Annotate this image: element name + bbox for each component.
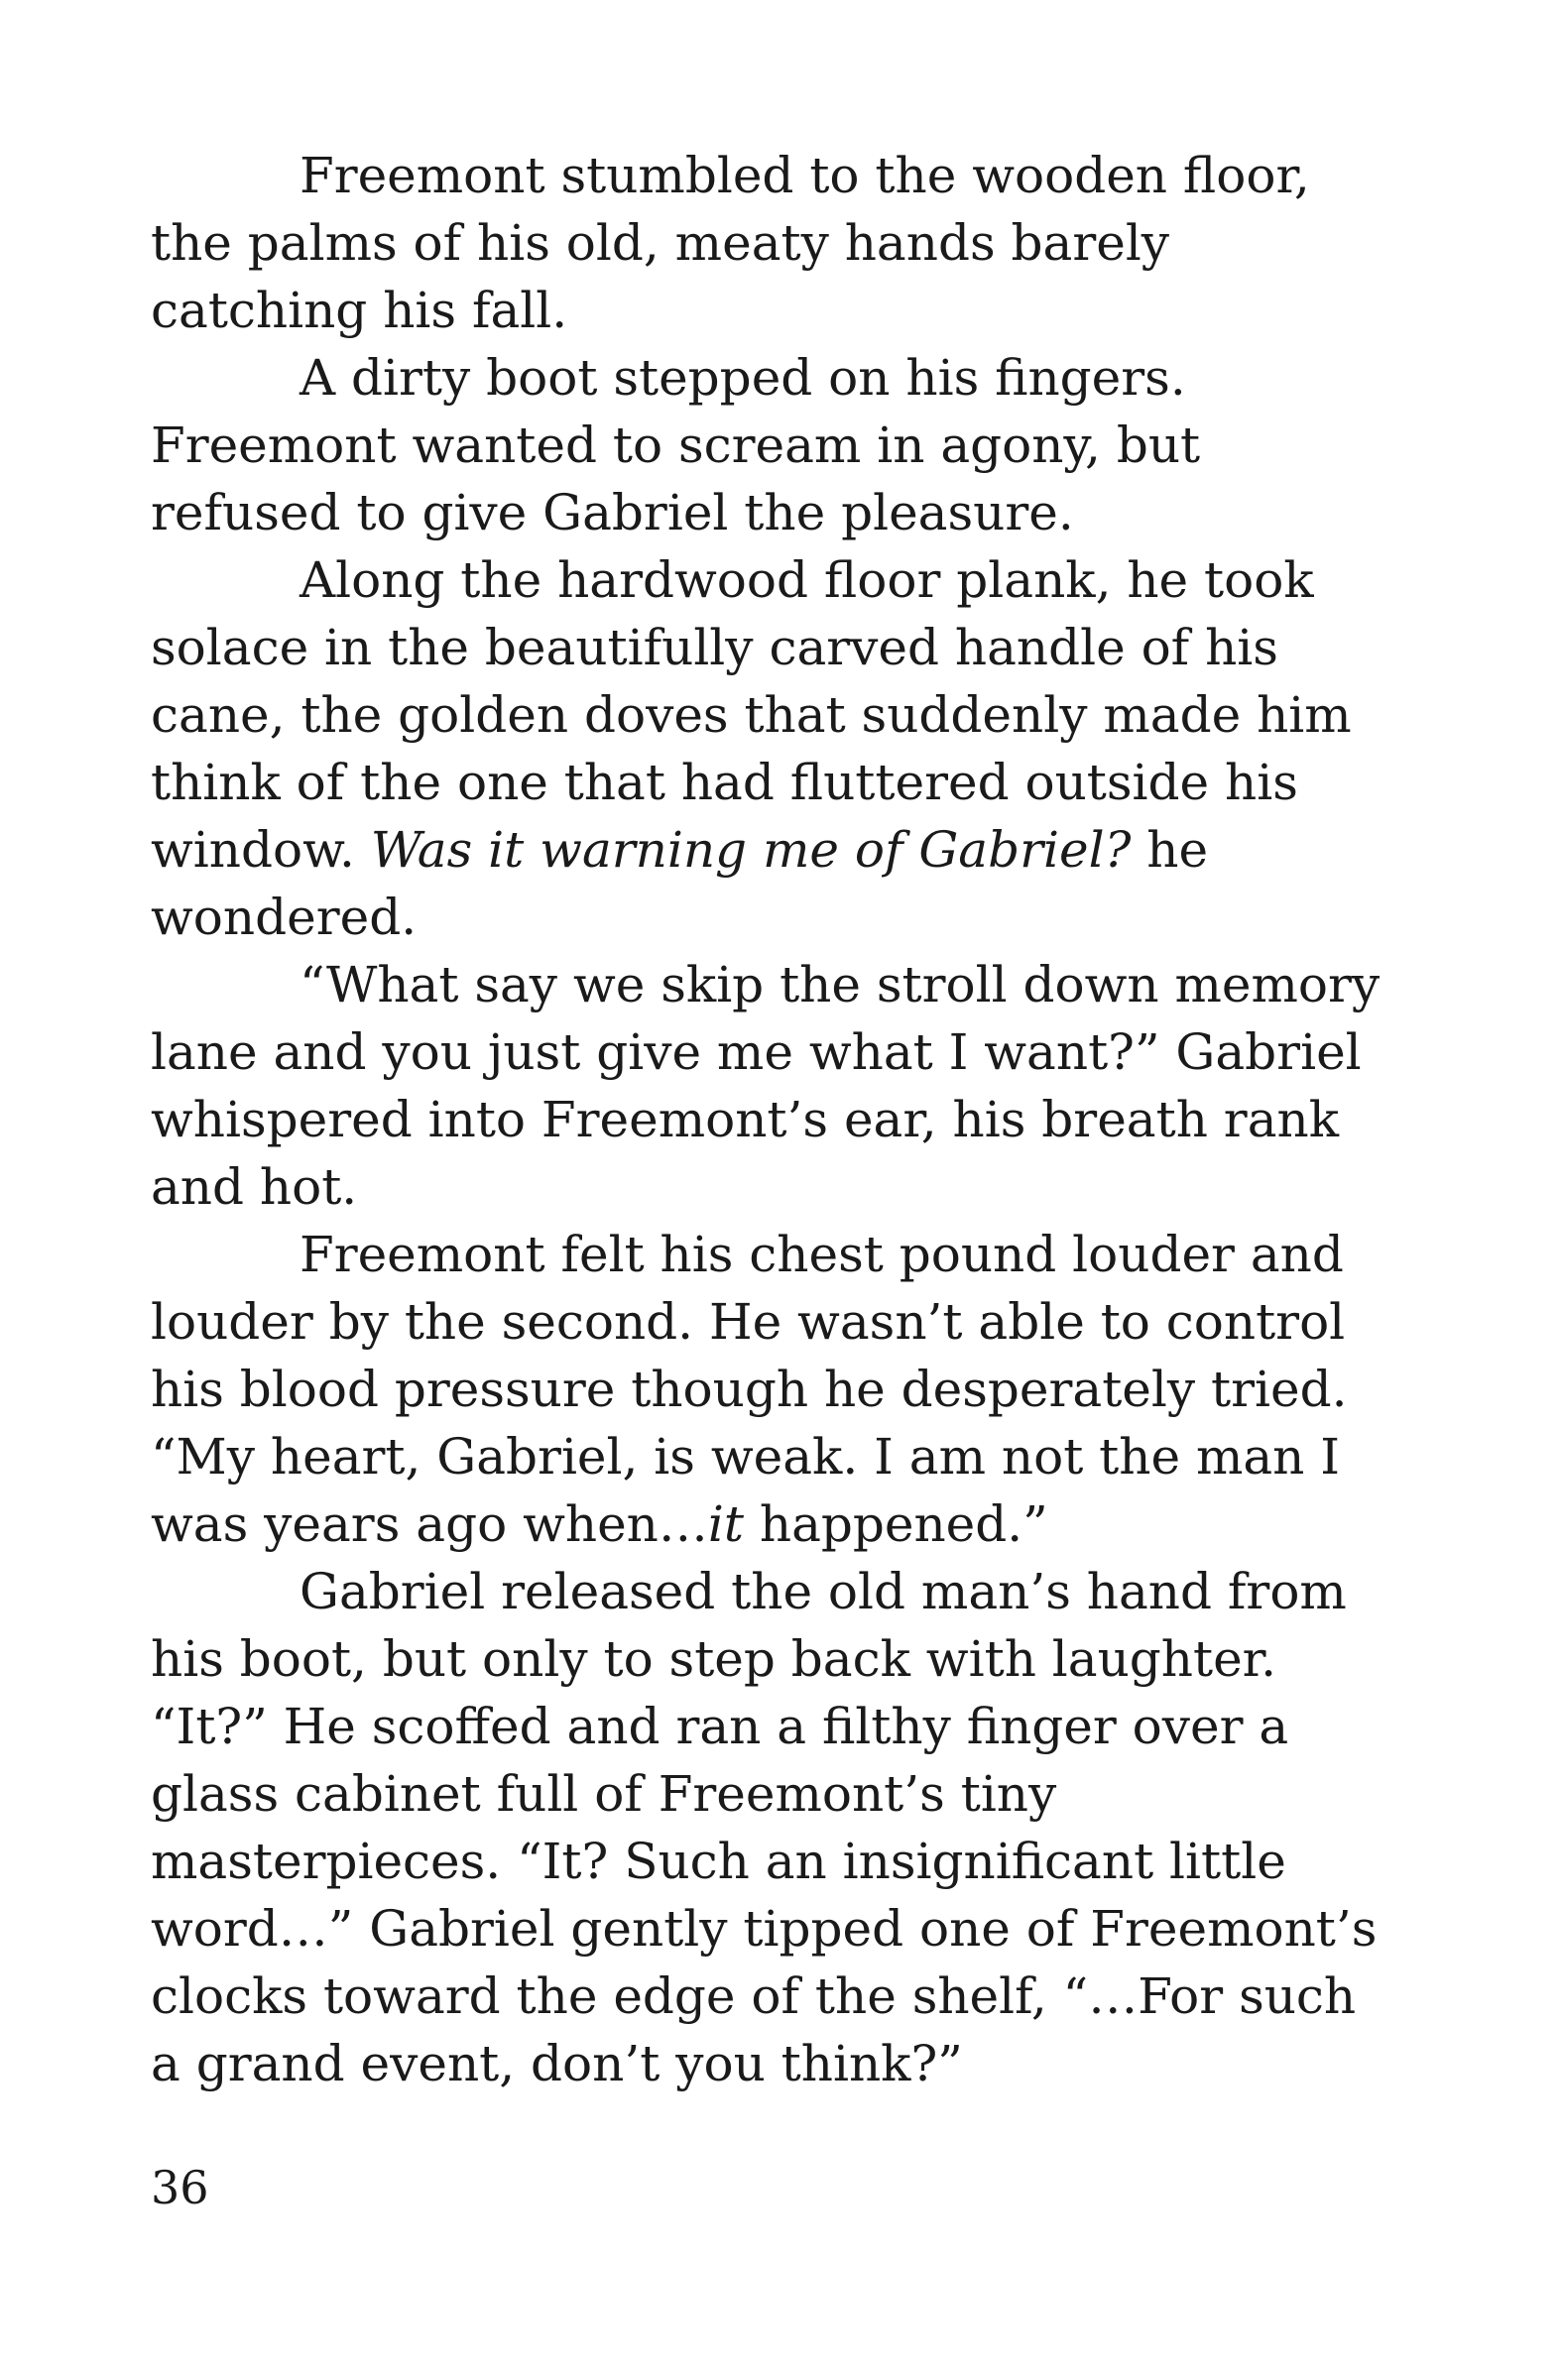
text-line: think of the one that had fluttered outside his <box>151 754 1298 811</box>
text-line-with-italic <box>151 816 1371 884</box>
text-line: a grand event, don’t you think?” <box>151 2035 963 2092</box>
text-line: wondered. <box>151 889 418 946</box>
text-line: his blood pressure though he desperately tried. <box>151 1361 1348 1418</box>
text-line: louder by the second. He wasn’t able to control <box>151 1293 1346 1351</box>
text-line: Freemont wanted to scream in agony, but <box>151 416 1201 474</box>
text-line: “What say we skip the stroll down memory <box>300 956 1381 1013</box>
text-run: happened.” <box>743 1495 1048 1553</box>
paragraph-6 <box>151 1558 1378 2097</box>
text-run: was years ago when… <box>151 1495 708 1553</box>
text-line: Gabriel released the old man’s hand from <box>300 1563 1347 1620</box>
paragraph-1 <box>151 142 1371 344</box>
italic-word: it <box>707 1495 744 1553</box>
text-line: whispered into Freemont’s ear, his breath rank <box>151 1091 1339 1148</box>
text-line-with-italic <box>151 1490 1371 1558</box>
text-line: refused to give Gabriel the pleasure. <box>151 484 1074 541</box>
text-line: clocks toward the edge of the shelf, “…For such <box>151 1967 1357 2025</box>
italic-thought: Was it warning me of Gabriel? <box>370 821 1132 879</box>
text-line: catching his fall. <box>151 282 568 339</box>
text-line: cane, the golden doves that suddenly made him <box>151 686 1352 744</box>
paragraph-2 <box>151 344 1371 546</box>
text-line: glass cabinet full of Freemont’s tiny <box>151 1765 1057 1823</box>
text-line: A dirty boot stepped on his fingers. <box>300 349 1186 407</box>
text-line: his boot, but only to step back with laughter. <box>151 1630 1276 1688</box>
text-line: solace in the beautifully carved handle of his <box>151 619 1278 676</box>
text-line: Along the hardwood floor plank, he took <box>300 551 1314 609</box>
text-line: and hot. <box>151 1158 358 1216</box>
body-text <box>151 142 1381 2097</box>
paragraph-4 <box>151 951 1381 1221</box>
text-run: window. <box>151 821 371 879</box>
text-line: “My heart, Gabriel, is weak. I am not the man I <box>151 1428 1341 1486</box>
page-number: 36 <box>151 2161 209 2214</box>
paragraph-5 <box>151 1221 1371 1558</box>
paragraph-3 <box>151 546 1371 951</box>
text-line: the palms of his old, meaty hands barely <box>151 214 1170 272</box>
text-line: Freemont stumbled to the wooden floor, <box>300 147 1310 204</box>
text-line: word…” Gabriel gently tipped one of Freemont’s <box>151 1900 1378 1958</box>
text-line: Freemont felt his chest pound louder and <box>300 1226 1344 1283</box>
text-line: “It?” He scoffed and ran a filthy finger over a <box>151 1698 1289 1755</box>
text-line: masterpieces. “It? Such an insignificant little <box>151 1833 1286 1890</box>
text-run: he <box>1131 821 1209 879</box>
text-line: lane and you just give me what I want?” Gabriel <box>151 1023 1362 1081</box>
